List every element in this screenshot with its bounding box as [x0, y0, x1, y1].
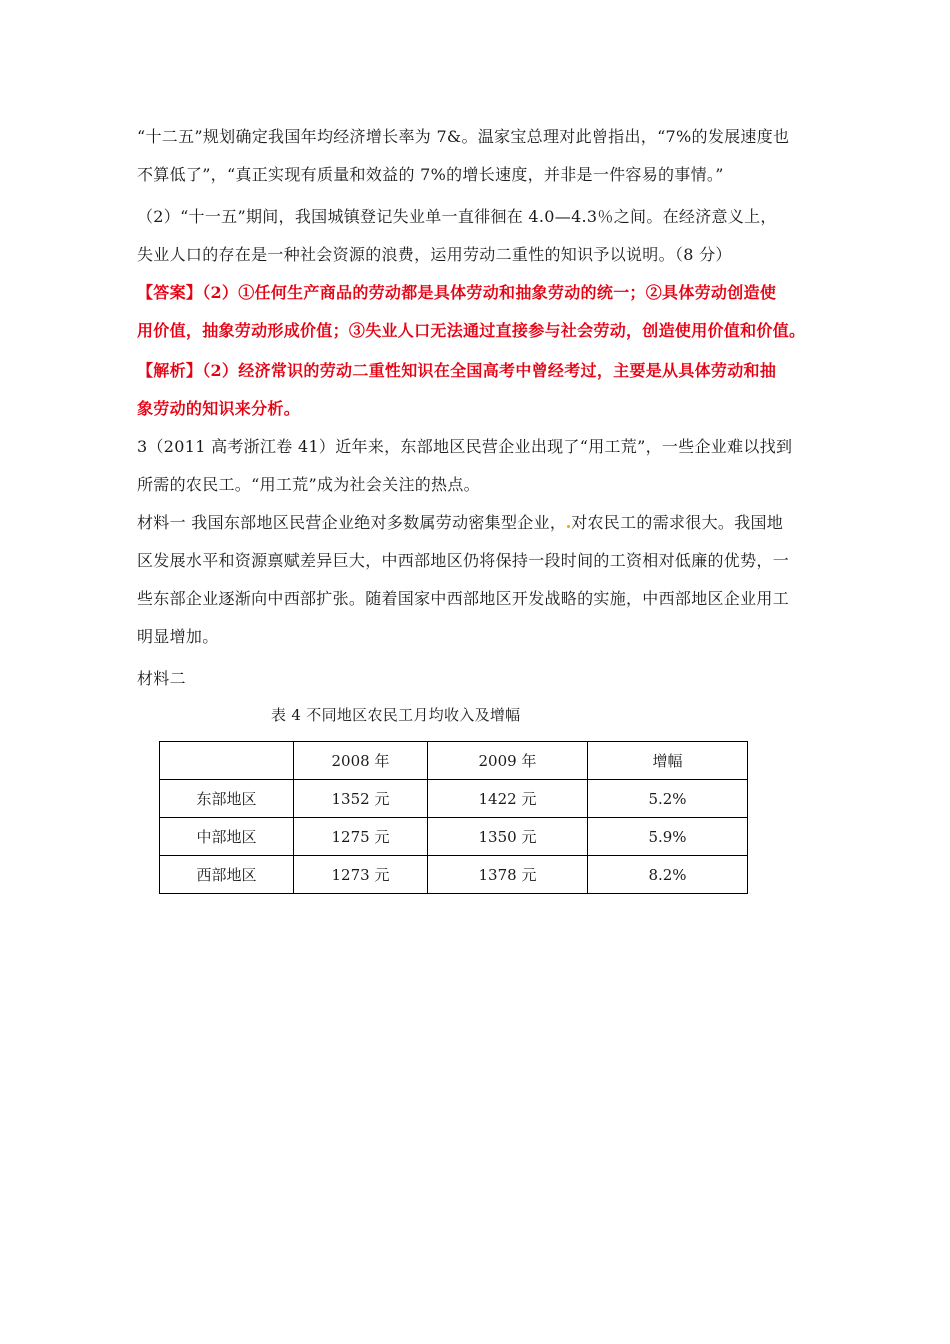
- table-cell: 1275 元: [294, 818, 428, 856]
- table-header-cell: 2008 年: [294, 742, 428, 780]
- analysis-text: （2）经济常识的劳动二重性知识在全国高考中曾经考过，主要是从具体劳动和抽: [202, 361, 777, 380]
- question-3: [137, 428, 792, 504]
- dot-mark: [567, 525, 570, 528]
- text-line: 材料二: [137, 669, 186, 688]
- answer-text: （2）①任何生产商品的劳动都是具体劳动和抽象劳动的统一；②具体劳动创造使: [202, 283, 777, 302]
- text-line: “十二五”规划确定我国年均经济增长率为 7&。温家宝总理对此曾指出，“7%的发展速度也: [137, 127, 790, 146]
- table-header-cell: 2009 年: [428, 742, 588, 780]
- table-header-row: [160, 742, 748, 780]
- table-cell: 5.9%: [588, 818, 748, 856]
- text-line: （2）“十一五”期间，我国城镇登记失业单一直徘徊在 4.0—4.3％之间。在经济意义上，: [137, 207, 777, 226]
- table-cell: 8.2%: [588, 856, 748, 894]
- material-2-label: [137, 660, 186, 698]
- answer-block: [137, 274, 805, 350]
- table-cell: 1273 元: [294, 856, 428, 894]
- text-line: [137, 274, 805, 312]
- text-line: [137, 504, 789, 542]
- table-row: [160, 856, 748, 894]
- table-cell: 1350 元: [428, 818, 588, 856]
- table-cell: 中部地区: [160, 818, 294, 856]
- text-line: 所需的农民工。“用工荒”成为社会关注的热点。: [137, 475, 480, 494]
- table-header-cell: [160, 742, 294, 780]
- answer-tag: 【答案】: [137, 283, 203, 302]
- analysis-tag: 【解析】: [137, 361, 203, 380]
- table-cell: 5.2%: [588, 780, 748, 818]
- table-cell: 1378 元: [428, 856, 588, 894]
- text-line: 失业人口的存在是一种社会资源的浪费，运用劳动二重性的知识予以说明。（8 分）: [137, 245, 732, 264]
- table-cell: 西部地区: [160, 856, 294, 894]
- text-line: 象劳动的知识来分析。: [137, 399, 301, 418]
- text-fragment: 对农民工的需求很大。我国地: [571, 513, 784, 532]
- text-line: 明显增加。: [137, 627, 219, 646]
- table-header-cell: 增幅: [588, 742, 748, 780]
- analysis-block: [137, 352, 776, 428]
- question-2: [137, 198, 777, 274]
- table-cell: 东部地区: [160, 780, 294, 818]
- text-line: 用价值，抽象劳动形成价值；③失业人口无法通过直接参与社会劳动，创造使用价值和价值。: [137, 321, 806, 340]
- text-line: 区发展水平和资源禀赋差异巨大，中西部地区仍将保持一段时间的工资相对低廉的优势，一: [137, 551, 790, 570]
- table-cell: 1422 元: [428, 780, 588, 818]
- text-line: [137, 352, 776, 390]
- income-table: [159, 741, 748, 894]
- text-line: 3（2011 高考浙江卷 41）近年来，东部地区民营企业出现了“用工荒”，一些企业难以找到: [137, 437, 793, 456]
- table-cell: 1352 元: [294, 780, 428, 818]
- text-line: 些东部企业逐渐向中西部扩张。随着国家中西部地区开发战略的实施，中西部地区企业用工: [137, 589, 790, 608]
- table-row: [160, 818, 748, 856]
- table-row: [160, 780, 748, 818]
- table-caption: 表 4 不同地区农民工月均收入及增幅: [271, 706, 521, 724]
- text-line: 不算低了”，“真正实现有质量和效益的 7%的增长速度，并非是一件容易的事情。”: [137, 165, 724, 184]
- text-fragment: 材料一 我国东部地区民营企业绝对多数属劳动密集型企业，: [137, 513, 567, 532]
- material-1: [137, 504, 789, 656]
- paragraph-growth-rate: [137, 118, 789, 194]
